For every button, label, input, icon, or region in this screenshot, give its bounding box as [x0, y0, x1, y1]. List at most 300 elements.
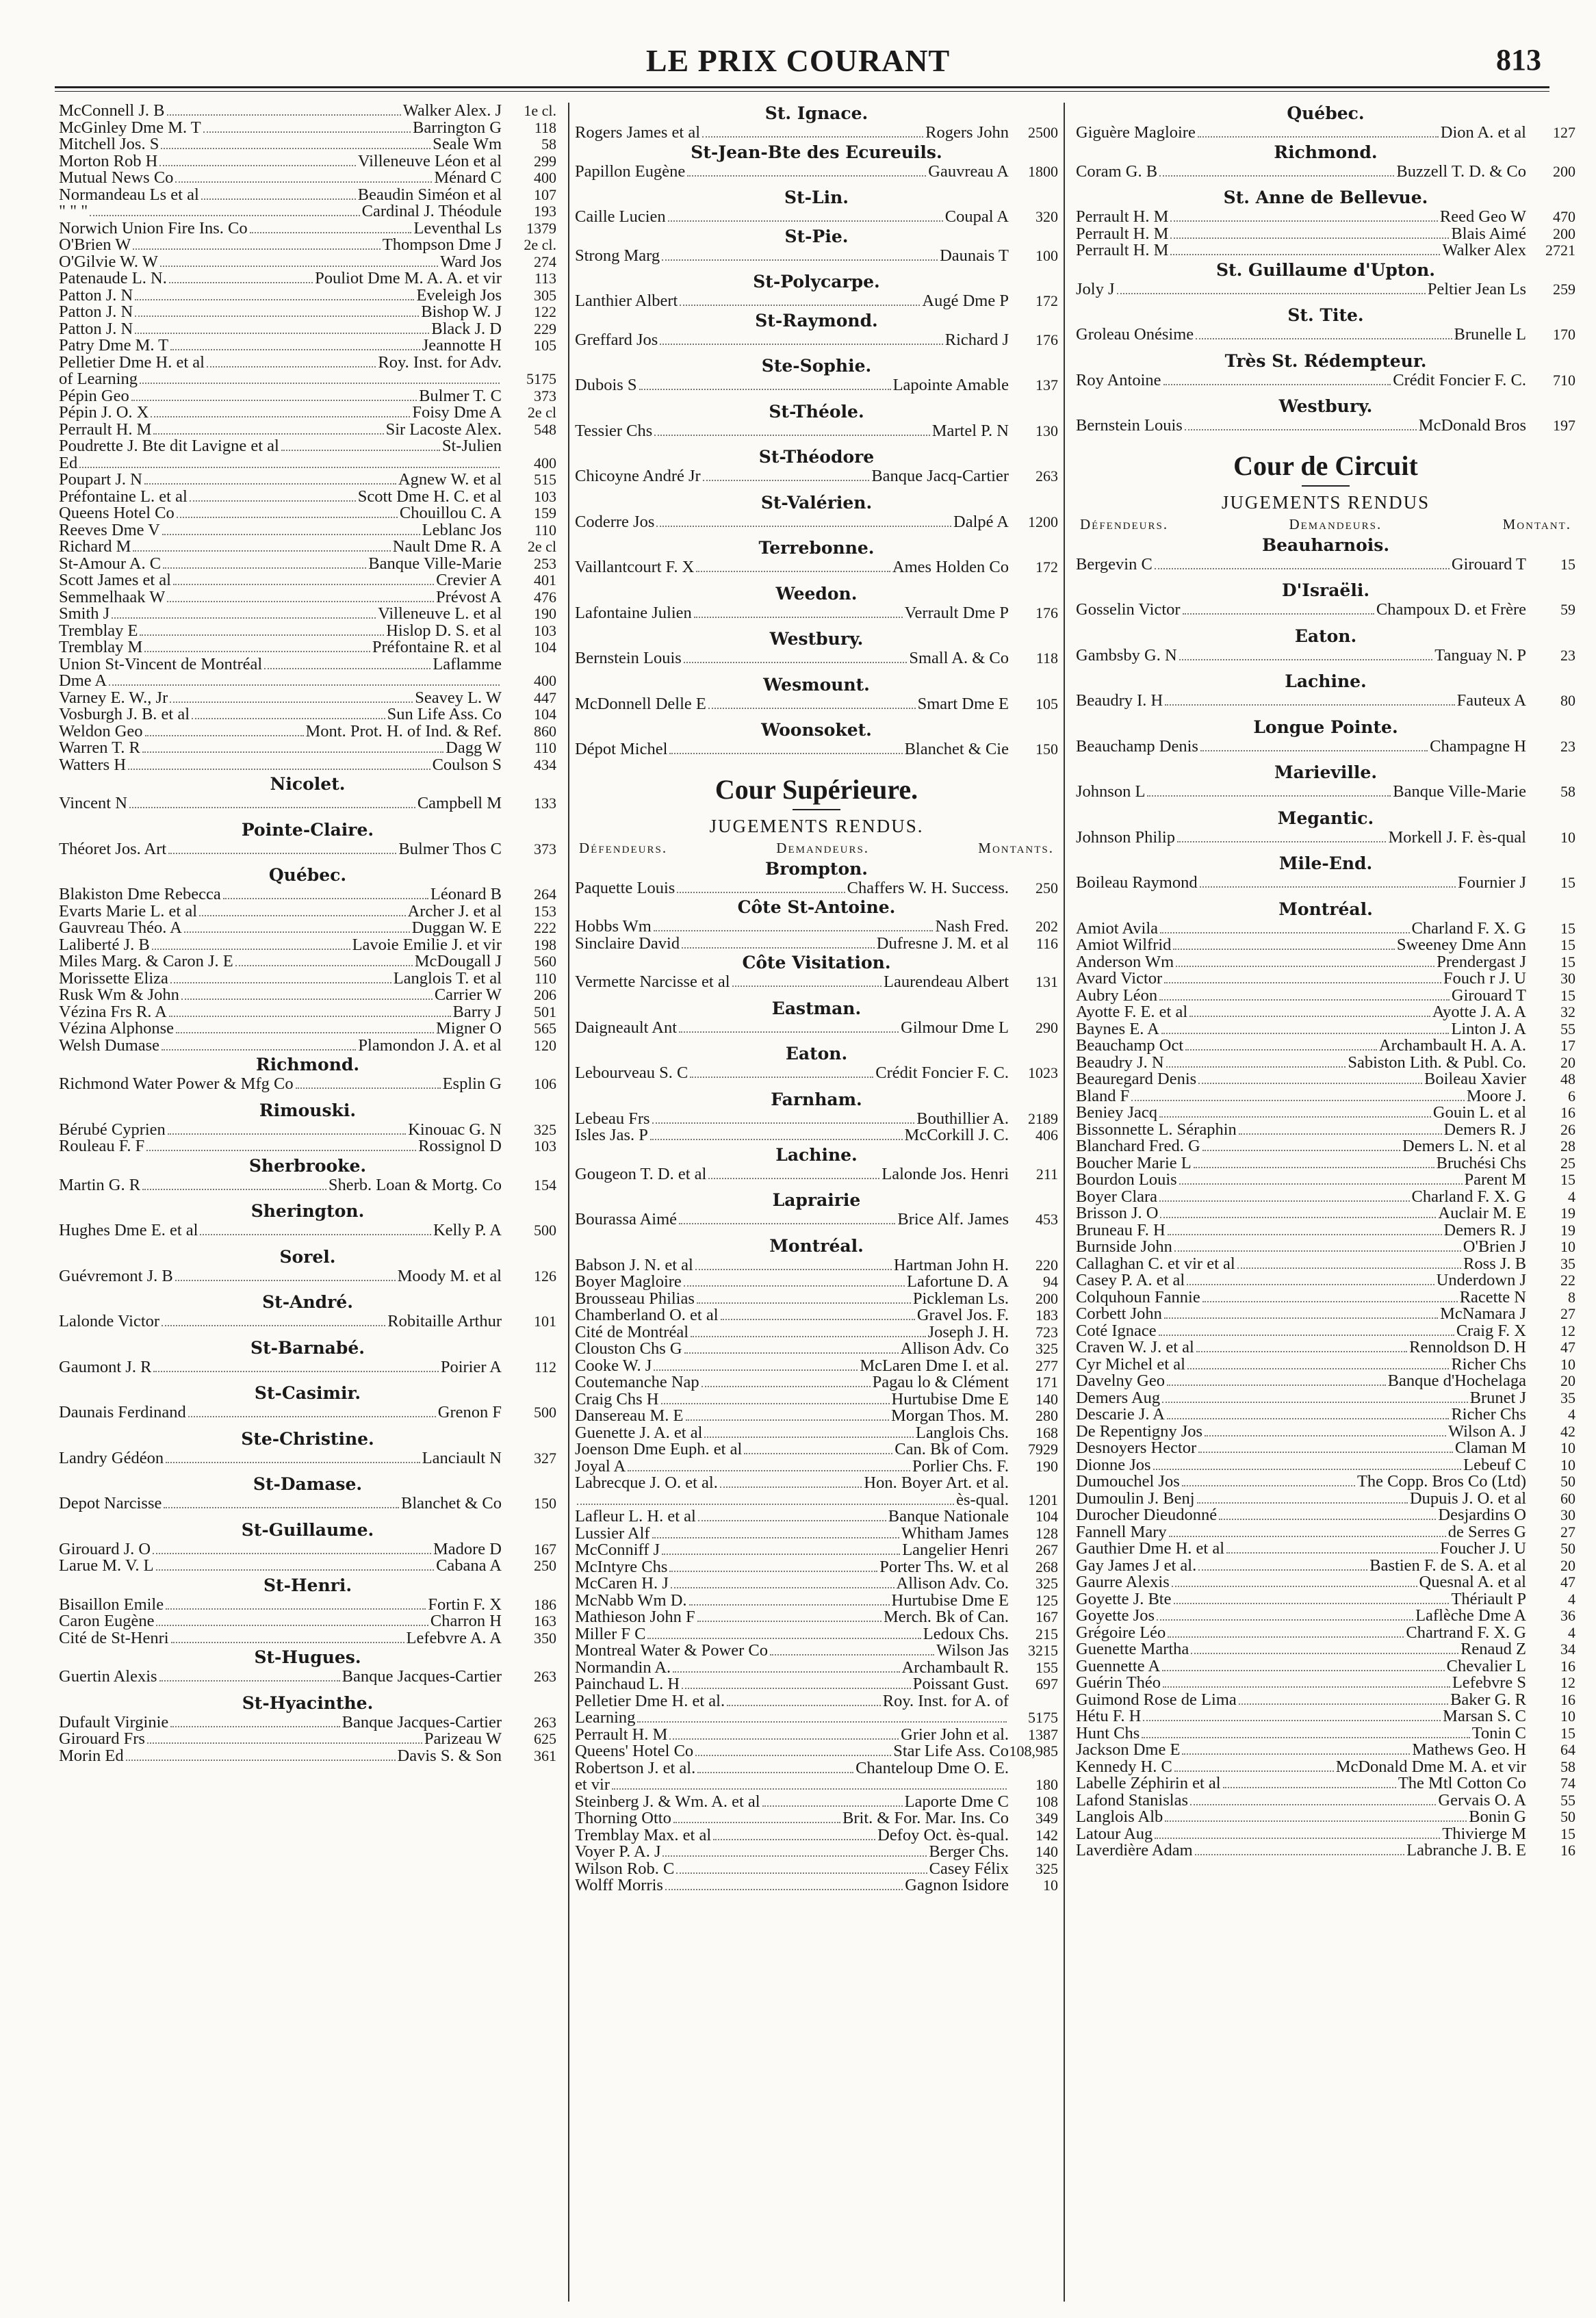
- amount: 180: [1035, 1777, 1058, 1793]
- defendant-name: Poudrette J. Bte dit Lavigne et al: [59, 438, 279, 455]
- plaintiff-name: Small A. & Co: [909, 650, 1009, 667]
- defendant-name: Gambsby G. N: [1076, 647, 1177, 664]
- leader-dots: [1185, 424, 1417, 430]
- defendant-name: Bland F: [1076, 1087, 1130, 1105]
- leader-dots: [698, 1515, 886, 1521]
- amount: 500: [534, 1222, 556, 1239]
- amount: 1200: [1028, 513, 1058, 530]
- leader-dots: [153, 428, 383, 435]
- defendant-name: Baynes E. A: [1076, 1020, 1159, 1038]
- judgment-entry: [59, 795, 556, 812]
- spacer: [1076, 180, 1575, 187]
- plaintiff-name: The Mtl Cotton Co: [1398, 1775, 1526, 1792]
- plaintiff-name: Crevier A: [436, 572, 502, 589]
- plaintiff-name: Lapointe Amable: [892, 377, 1009, 394]
- defendant-name: Rogers James et al: [575, 125, 701, 142]
- section-heading: Pointe-Claire.: [241, 819, 374, 840]
- section-heading: St. Ignace.: [764, 103, 868, 123]
- amount: 28: [1560, 1138, 1575, 1155]
- plaintiff-name: Wilson Jas: [936, 1643, 1009, 1660]
- leader-dots: [159, 1675, 340, 1682]
- plaintiff-name: Can. Bk of Com.: [894, 1441, 1009, 1458]
- defendant-name: Queens' Hotel Co: [575, 1743, 694, 1760]
- plaintiff-name: Sherb. Loan & Mortg. Co: [328, 1176, 502, 1194]
- plaintiff-name: Mont. Prot. H. of Ind. & Ref.: [305, 723, 502, 740]
- defendant-name: Dionne Jos: [1076, 1456, 1151, 1473]
- leader-dots: [79, 461, 500, 468]
- judgment-entry: [59, 1268, 556, 1285]
- defendant-name: Morin Ed: [59, 1747, 124, 1764]
- plaintiff-name: Auclair M. E: [1438, 1205, 1526, 1222]
- amount: 106: [534, 1076, 556, 1092]
- defendant-name: Thorning Otto: [575, 1810, 671, 1827]
- leader-dots: [682, 942, 875, 949]
- judgment-entry: [59, 220, 556, 237]
- plaintiff-name: Allison Adv. Co: [900, 1341, 1009, 1358]
- leader-dots: [650, 1133, 903, 1140]
- leader-dots: [1197, 1497, 1408, 1504]
- spacer: [1076, 892, 1575, 899]
- plaintiff-name: Nash Fred.: [935, 918, 1009, 936]
- leader-dots: [669, 747, 902, 754]
- defendant-name: Ed: [59, 454, 78, 472]
- amount: 133: [534, 795, 556, 812]
- defendant-name: Weldon Geo: [59, 723, 143, 740]
- defendant-name: Welsh Dumase: [59, 1037, 160, 1054]
- leader-dots: [689, 1599, 890, 1606]
- page-number: 813: [1496, 43, 1541, 77]
- leader-dots: [684, 656, 907, 663]
- plaintiff-name: Roy. Inst. for A. of: [882, 1692, 1009, 1710]
- leader-dots: [1153, 1463, 1462, 1470]
- leader-dots: [1174, 1245, 1461, 1252]
- plaintiff-name: Robitaille Arthur: [387, 1313, 502, 1330]
- leader-dots: [577, 1498, 954, 1505]
- plaintiff-name: Charron H: [430, 1613, 502, 1630]
- judgment-entry: [59, 1748, 556, 1765]
- leader-dots: [1179, 1178, 1463, 1185]
- judgment-entry: [1076, 1675, 1575, 1692]
- judgment-entry: [59, 656, 556, 673]
- judgment-entry: [59, 270, 556, 287]
- leader-dots: [708, 1172, 879, 1179]
- judgment-entry: [1076, 372, 1575, 389]
- leader-dots: [170, 1721, 339, 1727]
- judgment-entry: [1076, 1625, 1575, 1642]
- leader-dots: [175, 176, 432, 183]
- plaintiff-name: Smart Dme E: [917, 695, 1009, 712]
- spacer: [575, 667, 1058, 674]
- defendant-name: Lebourveau S. C: [575, 1065, 688, 1082]
- amount: 500: [534, 1404, 556, 1421]
- judgment-entry: [575, 1274, 1058, 1291]
- section-heading: Québec.: [1287, 103, 1365, 123]
- leader-dots: [147, 1737, 422, 1744]
- judgment-entry: [575, 1291, 1058, 1308]
- judgment-entry: [575, 293, 1058, 310]
- leader-dots: [151, 411, 410, 417]
- leader-dots: [713, 1833, 875, 1840]
- spacer: [575, 1082, 1058, 1089]
- leader-dots: [181, 993, 433, 1000]
- defendant-name: McConnell J. B: [59, 103, 165, 120]
- judgment-entry: [59, 472, 556, 489]
- section-heading: St-Théodore: [758, 447, 875, 467]
- defendant-name: McConniff J: [575, 1542, 660, 1559]
- plaintiff-name: Sabiston Lith. & Publ. Co.: [1348, 1054, 1526, 1071]
- amount: 35: [1560, 1255, 1575, 1272]
- plaintiff-name: Gravel Jos. F.: [916, 1307, 1009, 1324]
- section-heading: St. Tite.: [1287, 305, 1364, 325]
- defendant-name: Casey P. A. et al: [1076, 1272, 1185, 1289]
- defendant-name: Langlois Alb: [1076, 1809, 1163, 1826]
- defendant-name: Robertson J. et al.: [575, 1760, 696, 1777]
- amount: 36: [1560, 1608, 1575, 1624]
- leader-dots: [671, 1582, 894, 1588]
- defendant-name: Strong Marg: [575, 247, 660, 264]
- amount: 153: [534, 903, 556, 920]
- leader-dots: [708, 702, 916, 709]
- defendant-name: Daigneault Ant: [575, 1019, 678, 1036]
- amount: 17: [1560, 1038, 1575, 1054]
- leader-dots: [1177, 836, 1386, 842]
- defendant-name: Bisaillon Emile: [59, 1596, 164, 1613]
- amount: 320: [1035, 209, 1058, 225]
- amount: 118: [534, 119, 556, 136]
- defendant-name: Queens Hotel Co: [59, 505, 175, 522]
- judgment-entry: [575, 468, 1058, 485]
- defendant-name: Smith J: [59, 606, 110, 623]
- leader-dots: [90, 209, 359, 216]
- defendant-name: Perrault H. M: [59, 421, 152, 438]
- amount: 253: [534, 555, 556, 572]
- plaintiff-name: ès-qual.: [956, 1491, 1009, 1508]
- plaintiff-name: Thériault P: [1451, 1591, 1526, 1608]
- judgment-entry: [1076, 1457, 1575, 1474]
- plaintiff-name: O'Brien J: [1463, 1239, 1526, 1256]
- amount: 16: [1560, 1691, 1575, 1708]
- leader-dots: [1164, 1312, 1438, 1319]
- section-heading: St-Barnabé.: [250, 1337, 365, 1358]
- leader-dots: [129, 801, 415, 808]
- defendant-name: Bourdon Louis: [1076, 1172, 1177, 1189]
- plaintiff-name: Roy. Inst. for Adv.: [378, 354, 502, 371]
- judgment-entry: [575, 1211, 1058, 1228]
- plaintiff-name: Villeneuve Léon et al: [357, 153, 502, 170]
- section-heading: St-Hugues.: [254, 1647, 361, 1667]
- amount: 22: [1560, 1272, 1575, 1289]
- leader-dots: [296, 1082, 441, 1089]
- amount: 19: [1560, 1205, 1575, 1222]
- plaintiff-name: Gervais O. A: [1438, 1792, 1526, 1809]
- defendant-name: Learning: [575, 1710, 636, 1727]
- leader-dots: [1183, 608, 1374, 615]
- judgment-entry: [59, 371, 556, 388]
- amount: 104: [534, 706, 556, 723]
- plaintiff-name: Banque Jacques-Cartier: [342, 1669, 502, 1686]
- judgment-entry: [575, 1727, 1058, 1744]
- amount: 190: [534, 606, 556, 622]
- section-heading: Woonsoket.: [761, 720, 872, 740]
- plaintiff-name: Martel P. N: [931, 422, 1009, 439]
- plaintiff-name: Wilson A. J: [1447, 1423, 1526, 1440]
- plaintiff-name: Blanchet & Co: [401, 1495, 502, 1512]
- plaintiff-name: Gilmour Dme L: [901, 1019, 1009, 1036]
- judgment-entry: [1076, 1473, 1575, 1491]
- plaintiff-name: Richer Chs: [1451, 1406, 1526, 1424]
- amount: 113: [534, 270, 556, 287]
- plaintiff-name: Leblanc Jos: [422, 521, 502, 539]
- judgment-entry: [1076, 1792, 1575, 1810]
- amount: 200: [1553, 225, 1575, 242]
- amount: 183: [1035, 1307, 1058, 1324]
- header-rule: [55, 86, 1549, 88]
- defendant-name: Dme A: [59, 673, 107, 690]
- plaintiff-name: Lebeuf C: [1463, 1456, 1526, 1473]
- spacer: [1076, 755, 1575, 762]
- amount: 27: [1560, 1306, 1575, 1322]
- section-heading: Brompton.: [764, 858, 868, 879]
- amount: 515: [534, 472, 556, 488]
- amount: 7929: [1028, 1441, 1058, 1458]
- amount: 229: [534, 320, 556, 337]
- judgment-entry: [59, 673, 556, 690]
- judgment-entry: [59, 489, 556, 506]
- defendant-name: Guérin Théo: [1076, 1675, 1161, 1692]
- leader-dots: [697, 1297, 911, 1304]
- amount: 8: [1568, 1289, 1575, 1306]
- defendant-name: Hétu F. H: [1076, 1708, 1142, 1725]
- leader-dots: [1163, 378, 1391, 385]
- plaintiff-name: Bouthillier A.: [916, 1110, 1009, 1127]
- leader-dots: [1168, 1631, 1404, 1638]
- judgment-entry: [59, 522, 556, 539]
- amount: 625: [534, 1731, 556, 1747]
- plaintiff-name: Renaud Z: [1460, 1641, 1526, 1658]
- amount: 122: [534, 304, 556, 320]
- judgment-entry: [1076, 937, 1575, 954]
- judgment-entry: [575, 1111, 1058, 1128]
- plaintiff-name: Grenon F: [437, 1404, 502, 1421]
- defendant-name: Papillon Eugène: [575, 163, 686, 180]
- judgment-entry: [1076, 1021, 1575, 1038]
- judgment-entry: [575, 209, 1058, 226]
- plaintiff-name: Tonin C: [1471, 1725, 1526, 1742]
- defendant-name: Voyer P. A. J: [575, 1844, 661, 1861]
- judgment-entry: [1076, 1122, 1575, 1139]
- leader-dots: [250, 227, 412, 233]
- defendant-name: Tremblay E: [59, 622, 138, 639]
- amount: 263: [534, 1669, 556, 1685]
- amount: 154: [534, 1176, 556, 1194]
- defendant-name: Normandin A.: [575, 1659, 671, 1676]
- amount: 349: [1035, 1810, 1058, 1827]
- leader-dots: [677, 886, 845, 893]
- leader-dots: [200, 1228, 431, 1235]
- leader-dots: [162, 1319, 385, 1326]
- leader-dots: [661, 1398, 890, 1404]
- judgment-entry: [1076, 1658, 1575, 1675]
- judgment-entry: [575, 1877, 1058, 1894]
- defendant-name: Davelny Geo: [1076, 1373, 1165, 1390]
- defendant-name: Pépin J. O. X: [59, 404, 149, 422]
- defendant-name: Bernstein Louis: [575, 650, 682, 667]
- plaintiff-name: Blanchet & Cie: [904, 741, 1009, 758]
- plaintiff-name: Cardinal J. Théodule: [361, 203, 502, 220]
- judgment-entry: [575, 1861, 1058, 1878]
- plaintiff-name: Champoux D. et Frère: [1376, 602, 1526, 619]
- amount: 860: [534, 723, 556, 740]
- plaintiff-name: Demers L. N. et al: [1402, 1138, 1526, 1155]
- leader-dots: [1189, 1010, 1430, 1017]
- amount: 198: [534, 936, 556, 953]
- judgment-entry: [59, 1714, 556, 1731]
- judgment-entry: [59, 187, 556, 204]
- judgment-entry: [1076, 1205, 1575, 1222]
- defendant-name: Warren T. R: [59, 740, 140, 757]
- amount: 50: [1560, 1541, 1575, 1557]
- defendant-name: Bruneau F. H: [1076, 1222, 1166, 1239]
- judgment-entry: [59, 1731, 556, 1748]
- defendant-name: Cité de Montréal: [575, 1324, 689, 1341]
- leader-dots: [167, 595, 434, 602]
- defendant-name: Labrecque J. O. et al.: [575, 1475, 718, 1492]
- leader-dots: [146, 1144, 416, 1151]
- plaintiff-name: St-Julien: [441, 438, 502, 455]
- plaintiff-name: Joseph J. H.: [927, 1324, 1009, 1341]
- leader-dots: [171, 1636, 404, 1643]
- plaintiff-name: Ayotte J. A. A: [1432, 1004, 1526, 1021]
- section-heading: Marieville.: [1274, 762, 1378, 782]
- defendant-name: Varney E. W., Jr: [59, 689, 168, 706]
- plaintiff-name: Laurendeau Albert: [884, 974, 1009, 991]
- defendant-name: Blanchard Fred. G: [1076, 1138, 1200, 1155]
- amount: 16: [1560, 1105, 1575, 1121]
- plaintiff-name: Craig F. X: [1456, 1322, 1526, 1339]
- defendant-name: Gougeon T. D. et al: [575, 1166, 707, 1183]
- defendant-name: Grégoire Léo: [1076, 1624, 1166, 1641]
- amount: 16: [1560, 1842, 1575, 1859]
- judgment-entry: [1076, 1608, 1575, 1625]
- judgment-entry: [575, 1441, 1058, 1458]
- plaintiff-name: Morkell J. F. ès-qual: [1388, 829, 1526, 846]
- defendant-name: Burnside John: [1076, 1239, 1172, 1256]
- section-heading: Laprairie: [772, 1190, 861, 1210]
- leader-dots: [109, 679, 500, 686]
- leader-dots: [744, 1447, 892, 1454]
- defendant-name: Guenette J. A. et al: [575, 1424, 703, 1441]
- section-heading: Westbury.: [1278, 396, 1373, 416]
- plaintiff-name: McDonald Dme M. A. et vir: [1335, 1758, 1526, 1775]
- leader-dots: [696, 565, 890, 572]
- judgment-entry: [59, 404, 556, 422]
- judgment-entry: [575, 1794, 1058, 1811]
- section-heading: D'Israëli.: [1281, 580, 1370, 600]
- judgment-entry: [1076, 1759, 1575, 1776]
- plaintiff-name: Hurtubise Dme E: [891, 1592, 1009, 1609]
- leader-dots: [1194, 1161, 1434, 1168]
- spacer: [575, 1228, 1058, 1235]
- spacer: [575, 1183, 1058, 1189]
- amount: 101: [534, 1313, 556, 1330]
- defendant-name: Vaillantcourt F. X: [575, 559, 695, 576]
- plaintiff-name: Fournier J: [1457, 875, 1526, 892]
- plaintiff-name: Brunet J: [1469, 1389, 1526, 1406]
- leader-dots: [1198, 1564, 1367, 1571]
- plaintiff-name: Gauvreau A: [928, 163, 1009, 180]
- defendant-name: Vincent N: [59, 795, 127, 812]
- plaintiff-name: Allison Adv. Co.: [896, 1575, 1009, 1593]
- plaintiff-name: Defoy Oct. ès-qual.: [877, 1827, 1009, 1844]
- amount: 215: [1035, 1625, 1058, 1643]
- leader-dots: [637, 1716, 1007, 1723]
- defendant-name: Gauthier Dme H. et al: [1076, 1541, 1225, 1558]
- leader-dots: [1162, 1396, 1467, 1403]
- leader-dots: [662, 254, 938, 261]
- defendant-name: Gay James J et al.: [1076, 1557, 1197, 1574]
- plaintiff-name: McDonald Bros: [1418, 417, 1526, 435]
- judgment-entry: [1076, 1138, 1575, 1155]
- amount: 373: [534, 387, 556, 404]
- defendant-name: Painchaud L. H: [575, 1676, 680, 1693]
- defendant-name: Miller F C: [575, 1625, 646, 1643]
- amount: 170: [1553, 326, 1575, 343]
- defendant-name: Demers Aug: [1076, 1389, 1161, 1406]
- judgment-entry: [1076, 1524, 1575, 1541]
- amount: 476: [534, 589, 556, 606]
- column-label-amount: Montants.: [978, 839, 1054, 856]
- leader-dots: [1190, 1799, 1436, 1805]
- leader-dots: [144, 478, 396, 485]
- defendant-name: Beniey Jacq: [1076, 1105, 1158, 1122]
- amount: 172: [1035, 559, 1058, 576]
- spacer: [1076, 619, 1575, 626]
- judgment-entry: [59, 136, 556, 153]
- spacer: [575, 758, 1058, 765]
- amount: 406: [1035, 1127, 1058, 1144]
- defendant-name: Hobbs Wm: [575, 918, 652, 936]
- judgment-entry: [59, 937, 556, 954]
- defendant-name: Cité de St-Henri: [59, 1630, 169, 1647]
- plaintiff-name: Barry J: [452, 1003, 502, 1020]
- plaintiff-name: Plamondon J. A. et al: [358, 1037, 502, 1054]
- leader-dots: [1223, 1781, 1396, 1788]
- defendant-name: Hughes Dme E. et al: [59, 1222, 198, 1239]
- defendant-name: Richard M: [59, 539, 131, 556]
- defendant-name: et vir: [575, 1777, 610, 1794]
- defendant-name: Dansereau M. E: [575, 1408, 684, 1425]
- plaintiff-name: Cabana A: [436, 1558, 502, 1575]
- amount: 2189: [1028, 1110, 1058, 1127]
- spacer: [1076, 573, 1575, 580]
- judgment-entry: [575, 1341, 1058, 1358]
- amount: 4: [1568, 1406, 1575, 1423]
- amount: 400: [534, 454, 556, 472]
- judgment-entry: [1076, 1507, 1575, 1524]
- spacer: [59, 1330, 556, 1337]
- plaintiff-name: Chaffers W. H. Success.: [847, 879, 1009, 897]
- defendant-name: Perrault H. M: [1076, 209, 1169, 226]
- judgment-entry: [575, 1593, 1058, 1610]
- plaintiff-name: Esplin G: [442, 1076, 502, 1093]
- judgment-entry: [575, 559, 1058, 576]
- amount: 401: [534, 572, 556, 589]
- plaintiff-name: Banque Ville-Marie: [1393, 784, 1526, 801]
- amount: 1023: [1028, 1065, 1058, 1081]
- judgment-entry: [1076, 1491, 1575, 1508]
- amount: 267: [1035, 1542, 1058, 1558]
- defendant-name: Sinclaire David: [575, 935, 680, 952]
